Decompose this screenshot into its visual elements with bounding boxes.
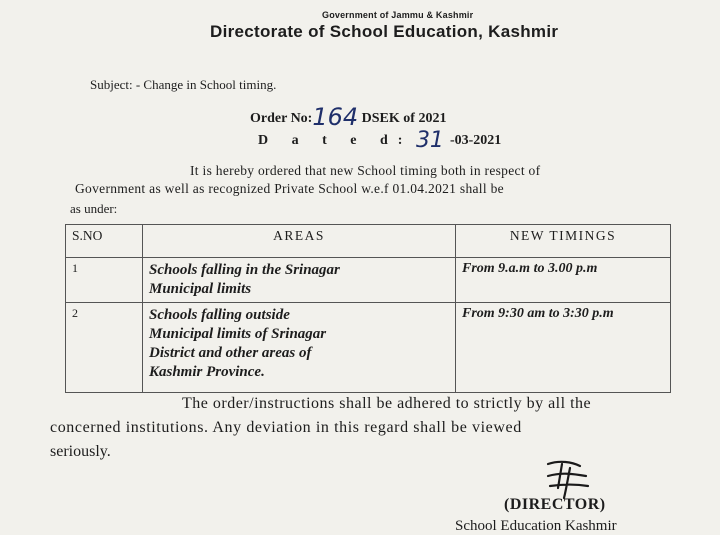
header-timings: NEW TIMINGS [456,225,671,258]
area-line: District and other areas of [149,345,312,361]
timings-table [65,224,671,393]
row-sno: 1 [66,258,143,303]
table-header-row [66,225,671,258]
dated-label: D a t e d: [258,133,413,148]
body-line-2: Government as well as recognized Private School w.e.f 01.04.2021 shall be [75,181,504,196]
row-area [143,303,456,393]
row-timing: From 9:30 am to 3:30 p.m [456,303,671,393]
area-line: Municipal limits [149,281,252,297]
area-line: Municipal limits of Srinagar [149,326,327,342]
table-row [66,258,671,303]
closing-line-1: The order/instructions shall be adhered to strictly by all the [182,395,592,412]
area-line: Kashmir Province. [149,364,265,380]
dated-line [258,128,501,153]
department-name: School Education Kashmir [455,518,617,534]
header-sno: S.NO [66,225,143,258]
order-number-line [250,103,446,131]
order-suffix: DSEK of 2021 [361,111,447,126]
order-label: Order No: [250,111,313,126]
table-row [66,303,671,393]
date-day-handwritten: 31 [415,128,444,153]
government-header: Government of Jammu & Kashmir [322,10,474,20]
order-number-handwritten: 164 [312,103,359,131]
closing-line-3: seriously. [50,443,111,460]
directorate-title: Directorate of School Education, Kashmir [210,22,559,41]
area-line: Schools falling in the Srinagar [149,262,340,278]
row-sno: 2 [66,303,143,393]
body-line-1: It is hereby ordered that new School timing both in respect of [190,163,541,178]
subject-line: Subject: - Change in School timing. [90,77,277,92]
row-timing: From 9.a.m to 3.00 p.m [456,258,671,303]
row-area [143,258,456,303]
body-line-3: as under: [70,201,118,216]
director-title: (DIRECTOR) [504,496,606,513]
area-line: Schools falling outside [149,307,290,323]
signature-mark [540,458,600,500]
closing-line-2: concerned institutions. Any deviation in this regard shall be viewed [50,419,522,436]
date-rest: -03-2021 [449,133,502,148]
header-areas: AREAS [143,225,456,258]
